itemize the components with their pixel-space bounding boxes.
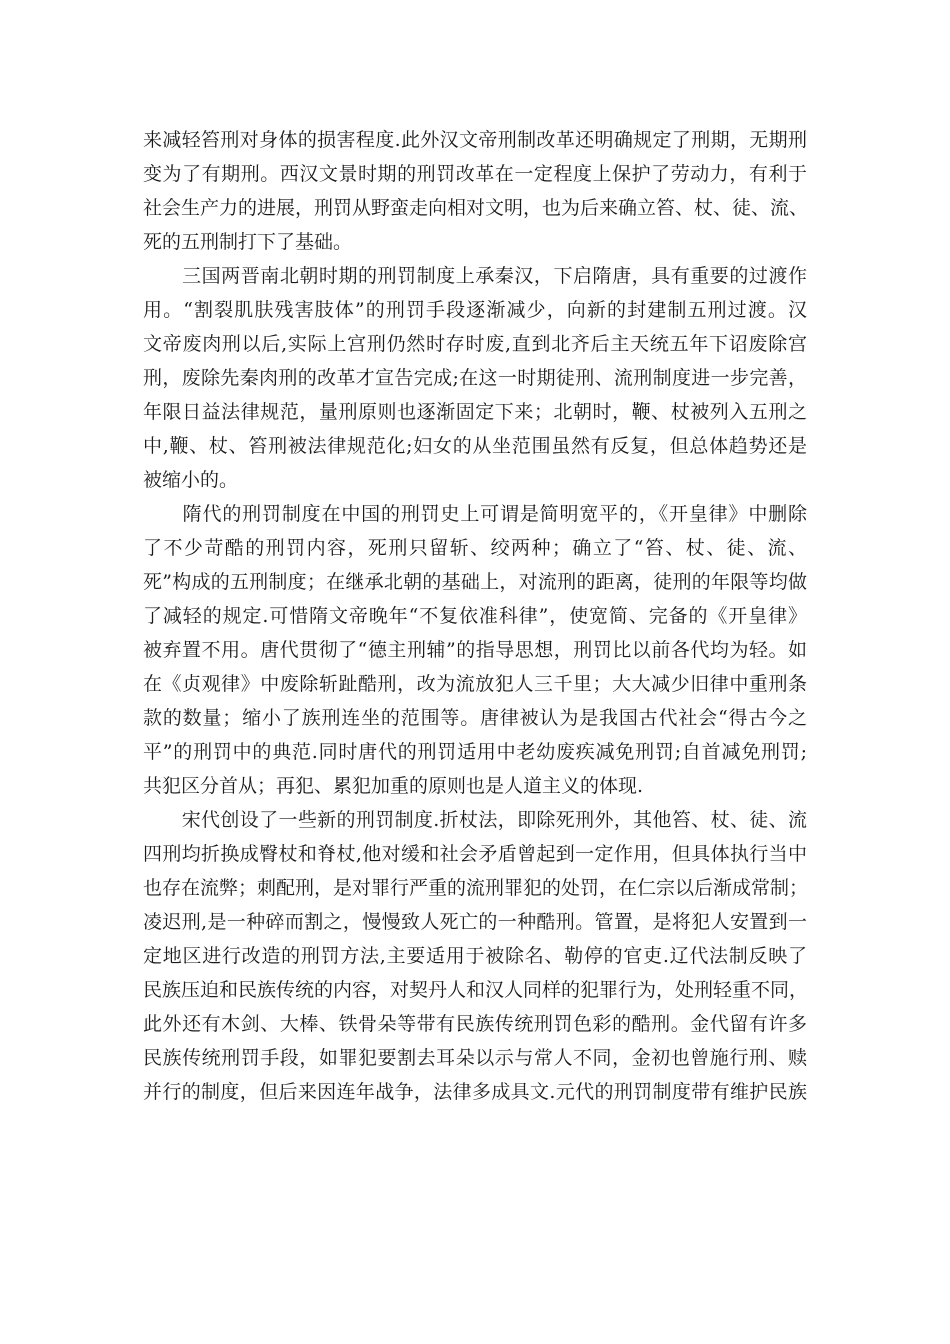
text-line: 定地区进行改造的刑罚方法,主要适用于被除名、勒停的官吏.辽代法制反映了 [143,945,807,967]
text-line: 社会生产力的进展，刑罚从野蛮走向相对文明，也为后来确立笞、杖、徒、流、 [143,197,809,219]
text-line: 民族压迫和民族传统的内容，对契丹人和汉人同样的犯罪行为，处刑轻重不同， [143,979,809,1001]
paragraph-1 [143,123,807,259]
text-line: 并行的制度，但后来因连年战争，法律多成具文.元代的刑罚制度带有维护民族 [143,1081,807,1103]
text-line: 了不少苛酷的刑罚内容，死刑只留斩、绞两种；确立了“笞、杖、徒、流、 [143,537,807,559]
text-line: 用。“割裂肌肤残害肢体”的刑罚手段逐渐减少，向新的封建制五刑过渡。汉 [143,299,807,321]
text-line: 文帝废肉刑以后,实际上宫刑仍然时存时废,直到北齐后主天统五年下诏废除宫 [143,333,807,355]
text-line: 款的数量；缩小了族刑连坐的范围等。唐律被认为是我国古代社会“得古今之 [143,707,807,729]
text-line: 四刑均折换成臀杖和脊杖,他对缓和社会矛盾曾起到一定作用，但具体执行当中 [143,843,807,865]
text-line: 民族传统刑罚手段，如罪犯要割去耳朵以示与常人不同，金初也曾施行刑、赎 [143,1047,807,1069]
text-line: 被缩小的。 [143,469,239,491]
paragraph-4 [143,803,807,1109]
text-line: 此外还有木剑、大棒、铁骨朵等带有民族传统刑罚色彩的酷刑。金代留有许多 [143,1013,807,1035]
document-body [143,123,807,1109]
text-line: 死的五刑制打下了基础。 [143,231,353,253]
text-line: 年限日益法律规范，量刑原则也逐渐固定下来；北朝时，鞭、杖被列入五刑之 [143,401,807,423]
text-line: 凌迟刑,是一种碎而割之，慢慢致人死亡的一种酷刑。管置，是将犯人安置到一 [143,911,807,933]
text-line: 了减轻的规定.可惜隋文帝晚年“不复依准科律”，使宽简、完备的《开皇律》 [143,605,807,627]
text-line: 被弃置不用。唐代贯彻了“德主刑辅”的指导思想，刑罚比以前各代均为轻。如 [143,639,807,661]
paragraph-3 [143,497,807,803]
text-line: 平”的刑罚中的典范.同时唐代的刑罚适用中老幼废疾减免刑罚;自首减免刑罚; [143,741,807,763]
text-line: 也存在流弊；刺配刑，是对罪行严重的流刑罪犯的处罚，在仁宗以后渐成常制； [143,877,809,899]
text-line: 来减轻笞刑对身体的损害程度.此外汉文帝刑制改革还明确规定了刑期，无期刑 [143,129,807,151]
text-line: 隋代的刑罚制度在中国的刑罚史上可谓是简明宽平的，《开皇律》中删除 [143,503,807,525]
text-line: 在《贞观律》中废除斩趾酷刑，改为流放犯人三千里；大大减少旧律中重刑条 [143,673,807,695]
text-line: 共犯区分首从；再犯、累犯加重的原则也是人道主义的体现. [143,775,644,797]
text-line: 刑，废除先秦肉刑的改革才宣告完成;在这一时期徒刑、流刑制度进一步完善， [143,367,807,389]
text-line: 宋代创设了一些新的刑罚制度.折杖法，即除死刑外，其他笞、杖、徒、流 [143,809,807,831]
text-line: 三国两晋南北朝时期的刑罚制度上承秦汉，下启隋唐，具有重要的过渡作 [143,265,807,287]
paragraph-2 [143,259,807,497]
text-line: 变为了有期刑。西汉文景时期的刑罚改革在一定程度上保护了劳动力，有利于 [143,163,807,185]
text-line: 死”构成的五刑制度；在继承北朝的基础上，对流刑的距离，徒刑的年限等均做 [143,571,807,593]
text-line: 中,鞭、杖、笞刑被法律规范化;妇女的从坐范围虽然有反复，但总体趋势还是 [143,435,807,457]
